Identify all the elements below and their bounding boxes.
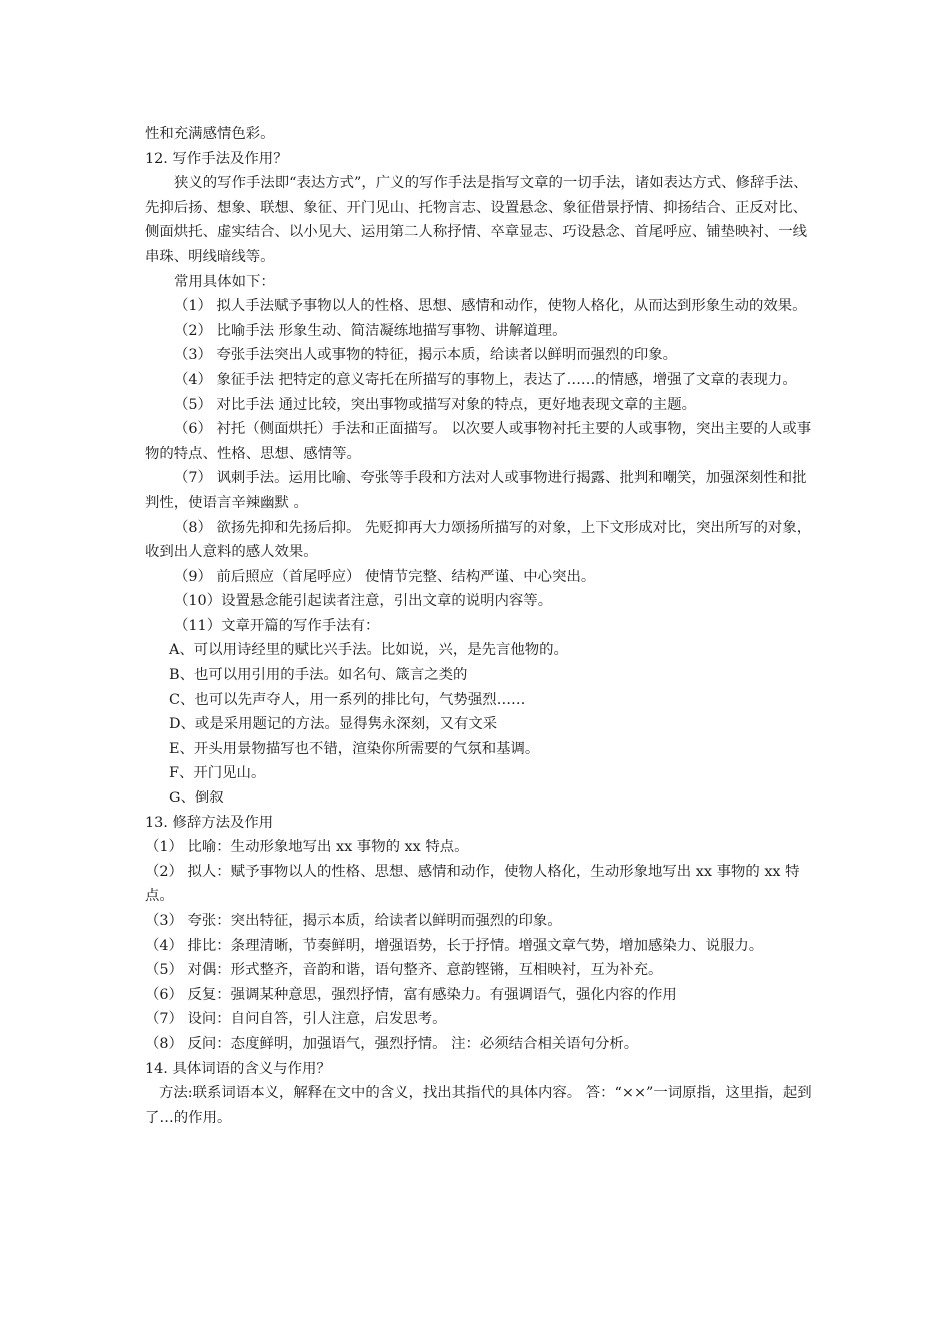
paragraph: 常用具体如下： [174, 273, 275, 290]
list-item: （5） 对偶：形式整齐，音韵和谐，语句整齐、意韵铿锵，互相映衬，互为补充。 [145, 962, 663, 979]
list-item: （6） 反复：强调某种意思，强烈抒情，富有感染力。有强调语气，强化内容的作用 [145, 986, 677, 1003]
paragraph: 性和充满感情色彩。 [145, 126, 275, 142]
sub-list-item: C、也可以先声夺人，用一系列的排比句，气势强烈…… [169, 691, 526, 708]
list-item: （1） 拟人手法赋予事物以人的性格、思想、感情和动作，使物人格化，从而达到形象生动的效果。 [174, 298, 807, 315]
list-item: （10）设置悬念能引起读者注意，引出文章的说明内容等。 [174, 593, 553, 610]
sub-list-item: F、开门见山。 [169, 765, 266, 782]
list-item: （1） 比喻：生动形象地写出 xx 事物的 xx 特点。 [145, 839, 469, 856]
list-item: （8） 反问：态度鲜明，加强语气，强烈抒情。 注：必须结合相关语句分析。 [145, 1035, 639, 1052]
list-item: （3） 夸张：突出特征，揭示本质，给读者以鲜明而强烈的印象。 [145, 913, 562, 929]
list-item: （7） 设问：自问自答，引人注意，启发思考。 [145, 1011, 447, 1028]
list-item: （4） 排比：条理清晰，节奏鲜明，增强语势，长于抒情。增强文章气势，增加感染力、说服力。 [145, 937, 764, 954]
sub-list-item: B、也可以用引用的手法。如名句、箴言之类的 [169, 667, 468, 684]
list-item: （9） 前后照应（首尾呼应） 使情节完整、结构严谨、中心突出。 [174, 568, 596, 585]
section-heading-13: 13. 修辞方法及作用 [145, 814, 274, 831]
sub-list-item: E、开头用景物描写也不错，渲染你所需要的气氛和基调。 [169, 740, 540, 757]
sub-list-item: G、倒叙 [169, 790, 224, 807]
list-item: （6） 衬托（侧面烘托）手法和正面描写。 以次要人或事物衬托主要的人或事物，突出主要的人或事物的特点、性格、思想、感情等。 [145, 421, 812, 462]
section-heading-12: 12. 写作手法及作用？ [145, 150, 288, 167]
list-item: （4） 象征手法 把特定的意义寄托在所描写的事物上，表达了……的情感，增强了文章的表现力。 [174, 371, 797, 388]
list-item: （8） 欲扬先抑和先扬后抑。 先贬抑再大力颂扬所描写的对象，上下文形成对比，突出所写的对象，收到出人意料的感人效果。 [145, 519, 812, 561]
paragraph: 狭义的写作手法即“表达方式”，广义的写作手法是指写文章的一切手法，诸如表达方式、修辞手法、先抑后扬、想象、联想、象征、开门见山、托物言志、设置悬念、象征借景抒情、抑扬结合、正反对比、侧面烘托、虚实结合、以小见大、运用第二人称抒情、卒章显志、巧设悬念、首尾呼应、铺垫映衬、一线串珠、明线暗线等。 [145, 175, 808, 265]
list-item: （5） 对比手法 通过比较，突出事物或描写对象的特点，更好地表现文章的主题。 [174, 396, 696, 413]
list-item: （7） 讽刺手法。运用比喻、夸张等手段和方法对人或事物进行揭露、批判和嘲笑，加强深刻性和批判性，使语言辛辣幽默 。 [145, 470, 807, 511]
sub-list-item: D、或是采用题记的方法。显得隽永深刻，又有文采 [169, 716, 498, 733]
paragraph: 方法:联系词语本义，解释在文中的含义，找出其指代的具体内容。 答：“××”一词原指，这里指，起到了…的作用。 [145, 1085, 812, 1126]
list-item: （2） 拟人：赋予事物以人的性格、思想、感情和动作，使物人格化，生动形象地写出 xx 事物的 xx 特点。 [145, 863, 800, 905]
list-item: （2） 比喻手法 形象生动、简洁凝练地描写事物、讲解道理。 [174, 322, 567, 339]
section-heading-14: 14. 具体词语的含义与作用？ [145, 1060, 331, 1077]
list-item: （11）文章开篇的写作手法有： [174, 617, 380, 634]
sub-list-item: A、可以用诗经里的赋比兴手法。比如说，兴，是先言他物的。 [169, 642, 568, 659]
document-body [145, 122, 815, 1130]
list-item: （3） 夸张手法突出人或事物的特征，揭示本质，给读者以鲜明而强烈的印象。 [174, 347, 678, 364]
